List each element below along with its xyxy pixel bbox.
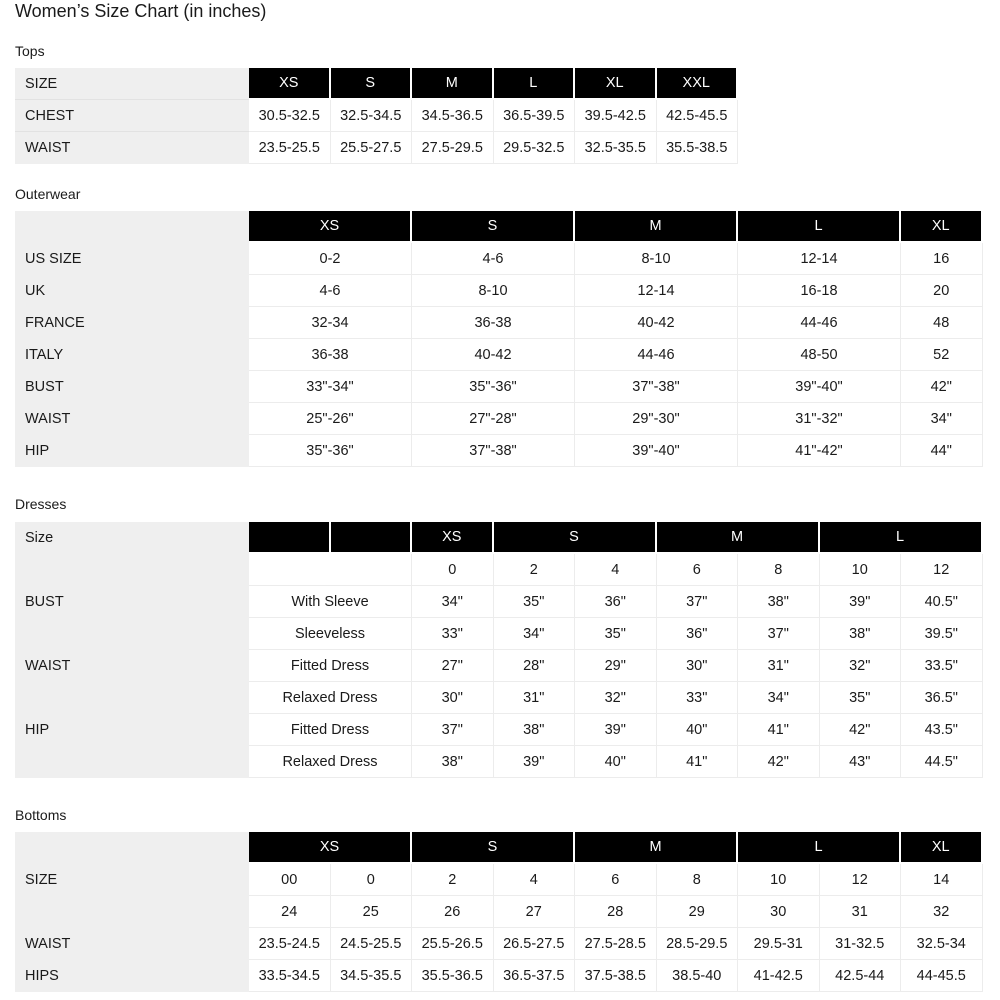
outerwear-size-header: XL [901,211,983,243]
dresses-row-sublabel: Sleeveless [249,618,412,650]
outerwear-row-label: US SIZE [15,243,249,275]
table-cell: 34.5-35.5 [331,960,413,992]
table-cell: 33.5" [901,650,983,682]
table-cell: 34" [494,618,576,650]
table-cell: 37" [738,618,820,650]
outerwear-size-header: S [412,211,575,243]
table-cell: 32.5-34.5 [331,100,413,132]
table-cell: 26.5-27.5 [494,928,576,960]
table-cell: 33" [412,618,494,650]
dresses-size-header: XS [412,522,494,554]
dresses-row-sublabel: Fitted Dress [249,650,412,682]
table-cell: 27"-28" [412,403,575,435]
dresses-number: 2 [494,554,576,586]
table-cell: 27 [494,896,576,928]
outerwear-row-label: HIP [15,435,249,467]
table-cell: 23.5-24.5 [249,928,331,960]
table-cell: 20 [901,275,983,307]
table-cell: 34" [738,682,820,714]
table-cell: 31" [494,682,576,714]
table-cell: 10 [738,864,820,896]
table-cell: 38" [820,618,902,650]
table-cell: 35" [575,618,657,650]
dresses-row-sublabel: Relaxed Dress [249,682,412,714]
table-cell: 31 [820,896,902,928]
table-cell: 35"-36" [249,435,412,467]
bottoms-size-header: XS [249,832,412,864]
outerwear-size-header: L [738,211,901,243]
table-cell: 0 [331,864,413,896]
table-cell: 4-6 [249,275,412,307]
outerwear-section-title: Outerwear [15,186,81,202]
dresses-row-label: HIP [15,714,249,746]
table-cell: 30" [412,682,494,714]
table-cell: 31-32.5 [820,928,902,960]
table-cell: 29"-30" [575,403,738,435]
table-cell: 40" [575,746,657,778]
table-cell: 41" [738,714,820,746]
table-cell: 36" [575,586,657,618]
table-cell: 41"-42" [738,435,901,467]
tops-size-header: XS [249,68,331,100]
dresses-number: 0 [412,554,494,586]
table-cell: 40-42 [575,307,738,339]
table-cell: 35.5-38.5 [657,132,739,164]
dresses-row-label [15,746,249,778]
table-cell: 44-46 [575,339,738,371]
tops-table [15,68,983,164]
bottoms-section-title: Bottoms [15,807,67,823]
table-cell: 37" [657,586,739,618]
dresses-size-header: M [657,522,820,554]
table-cell: 44" [901,435,983,467]
bottoms-row-label: HIPS [15,960,249,992]
table-cell: 39.5" [901,618,983,650]
dresses-row-sublabel: Relaxed Dress [249,746,412,778]
dresses-size-label: Size [15,522,249,554]
table-cell: 30 [738,896,820,928]
table-cell: 35" [494,586,576,618]
outerwear-row-label: FRANCE [15,307,249,339]
table-cell: 37.5-38.5 [575,960,657,992]
table-cell: 34.5-36.5 [412,100,494,132]
dresses-number: 12 [901,554,983,586]
outerwear-row-label: ITALY [15,339,249,371]
dresses-row-sublabel: Fitted Dress [249,714,412,746]
table-cell: 16 [901,243,983,275]
tops-size-header: M [412,68,494,100]
page-title: Women’s Size Chart (in inches) [15,1,267,21]
dresses-number: 8 [738,554,820,586]
table-cell: 25.5-27.5 [331,132,413,164]
table-cell: 34" [412,586,494,618]
dresses-row-label [15,618,249,650]
table-cell: 25.5-26.5 [412,928,494,960]
table-cell: 2 [412,864,494,896]
table-cell: 16-18 [738,275,901,307]
table-cell: 27" [412,650,494,682]
tops-size-header: S [331,68,413,100]
outerwear-size-header: M [575,211,738,243]
table-cell: 33"-34" [249,371,412,403]
dresses-section-title: Dresses [15,496,67,512]
bottoms-size-header: M [575,832,738,864]
table-cell: 39"-40" [575,435,738,467]
table-cell: 44-46 [738,307,901,339]
table-cell: 39.5-42.5 [575,100,657,132]
table-cell: 39"-40" [738,371,901,403]
table-cell: 39" [494,746,576,778]
table-cell: 36.5-37.5 [494,960,576,992]
table-cell: 31"-32" [738,403,901,435]
table-cell: 52 [901,339,983,371]
table-cell: 42.5-45.5 [657,100,739,132]
outerwear-table [15,211,983,467]
table-cell: 43.5" [901,714,983,746]
table-cell: 39" [575,714,657,746]
dresses-row-label: WAIST [15,650,249,682]
dresses-table [15,522,983,778]
table-cell: 14 [901,864,983,896]
table-cell: 48-50 [738,339,901,371]
table-cell: 4 [494,864,576,896]
table-cell: 28.5-29.5 [657,928,739,960]
table-cell: 44-45.5 [901,960,983,992]
table-cell: 29.5-31 [738,928,820,960]
bottoms-row-label: WAIST [15,928,249,960]
table-cell: 43" [820,746,902,778]
table-cell: 33" [657,682,739,714]
table-cell: 36.5-39.5 [494,100,576,132]
table-cell: 33.5-34.5 [249,960,331,992]
table-cell: 28" [494,650,576,682]
table-cell: 32" [820,650,902,682]
table-cell: 26 [412,896,494,928]
table-cell: 36.5" [901,682,983,714]
table-cell: 37" [412,714,494,746]
table-cell: 6 [575,864,657,896]
table-cell: 24 [249,896,331,928]
table-cell: 12-14 [738,243,901,275]
table-cell: 36-38 [249,339,412,371]
table-cell: 32" [575,682,657,714]
table-cell: 12-14 [575,275,738,307]
bottoms-size-header: L [738,832,901,864]
table-cell: 23.5-25.5 [249,132,331,164]
table-cell: 00 [249,864,331,896]
bottoms-table [15,832,983,992]
table-cell: 25 [331,896,413,928]
bottoms-size-header: XL [901,832,983,864]
table-cell: 37"-38" [575,371,738,403]
dresses-number: 10 [820,554,902,586]
table-cell: 0-2 [249,243,412,275]
table-cell: 27.5-29.5 [412,132,494,164]
table-cell: 42" [738,746,820,778]
table-cell: 32.5-34 [901,928,983,960]
table-cell: 36" [657,618,739,650]
table-cell: 35.5-36.5 [412,960,494,992]
table-cell: 8 [657,864,739,896]
table-cell: 38.5-40 [657,960,739,992]
table-cell: 8-10 [412,275,575,307]
dresses-number: 6 [657,554,739,586]
tops-size-header: L [494,68,576,100]
table-cell: 38" [412,746,494,778]
table-cell: 42" [820,714,902,746]
table-cell: 40" [657,714,739,746]
bottoms-row-label: SIZE [15,864,249,896]
table-cell: 28 [575,896,657,928]
tops-size-label: SIZE [15,68,249,100]
table-cell: 30.5-32.5 [249,100,331,132]
table-cell: 4-6 [412,243,575,275]
bottoms-size-header: S [412,832,575,864]
table-cell: 35" [820,682,902,714]
table-cell: 32 [901,896,983,928]
outerwear-row-label: BUST [15,371,249,403]
dresses-row-sublabel: With Sleeve [249,586,412,618]
table-cell: 29" [575,650,657,682]
table-cell: 27.5-28.5 [575,928,657,960]
table-cell: 39" [820,586,902,618]
table-cell: 32-34 [249,307,412,339]
bottoms-row-label [15,896,249,928]
table-cell: 12 [820,864,902,896]
table-cell: 48 [901,307,983,339]
table-cell: 8-10 [575,243,738,275]
table-cell: 24.5-25.5 [331,928,413,960]
tops-size-header: XXL [657,68,739,100]
table-cell: 29 [657,896,739,928]
tops-row-label: CHEST [15,100,249,132]
table-cell: 37"-38" [412,435,575,467]
dresses-number: 4 [575,554,657,586]
table-cell: 30" [657,650,739,682]
table-cell: 44.5" [901,746,983,778]
table-cell: 42" [901,371,983,403]
tops-row-label: WAIST [15,132,249,164]
dresses-row-label [15,682,249,714]
table-cell: 34" [901,403,983,435]
outerwear-row-label: UK [15,275,249,307]
dresses-size-header: S [494,522,657,554]
table-cell: 31" [738,650,820,682]
table-cell: 40.5" [901,586,983,618]
dresses-row-label: BUST [15,586,249,618]
table-cell: 36-38 [412,307,575,339]
tops-section-title: Tops [15,43,45,59]
table-cell: 41" [657,746,739,778]
table-cell: 40-42 [412,339,575,371]
table-cell: 41-42.5 [738,960,820,992]
table-cell: 38" [738,586,820,618]
table-cell: 25"-26" [249,403,412,435]
table-cell: 32.5-35.5 [575,132,657,164]
dresses-size-header: L [820,522,983,554]
table-cell: 29.5-32.5 [494,132,576,164]
table-cell: 38" [494,714,576,746]
tops-size-header: XL [575,68,657,100]
outerwear-row-label: WAIST [15,403,249,435]
table-cell: 35"-36" [412,371,575,403]
outerwear-size-header: XS [249,211,412,243]
table-cell: 42.5-44 [820,960,902,992]
